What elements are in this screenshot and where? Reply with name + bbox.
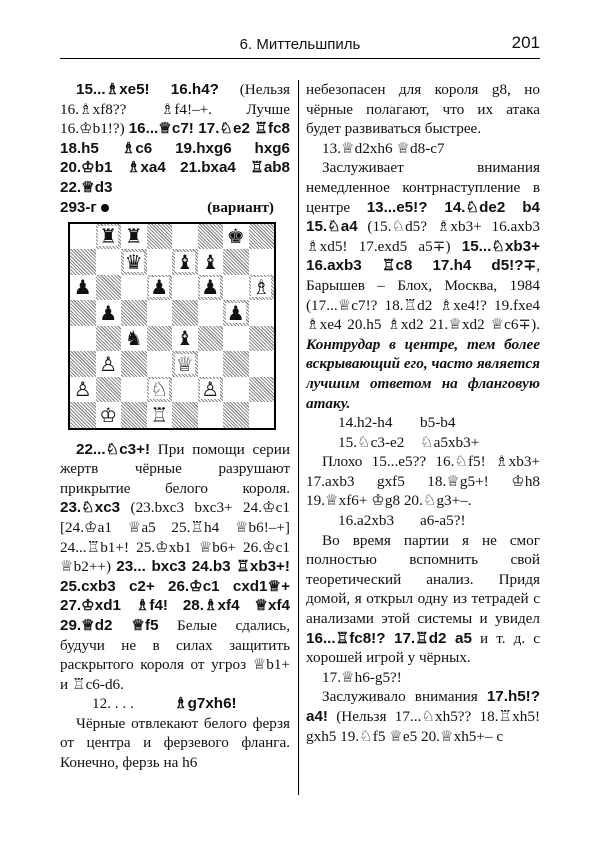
square-d8 — [147, 224, 173, 250]
square-f7 — [198, 249, 224, 275]
chess-piece: ♟ — [99, 300, 118, 325]
square-a2 — [70, 377, 96, 403]
square-f4 — [198, 326, 224, 352]
square-d3 — [147, 351, 173, 377]
square-e7 — [172, 249, 198, 275]
chess-piece: ♚ — [226, 224, 245, 249]
square-c1 — [121, 402, 147, 428]
square-g7 — [223, 249, 249, 275]
square-b8 — [96, 224, 122, 250]
chess-piece: ♘ — [150, 377, 169, 402]
square-c3 — [121, 351, 147, 377]
right-paragraph-5: Заслуживало внимания 17.h5!? a4! (Нельзя 17...♘xh5?? 18.♖xh5! gxh5 19.♘f5 ♕e5 20.♕xh5+– с — [306, 688, 541, 745]
square-h4 — [249, 326, 275, 352]
square-f5 — [198, 300, 224, 326]
diagram-label: 293-г (вариант) — [60, 198, 274, 216]
move-16: 16.a2xb3 a6-a5?! — [338, 512, 466, 530]
chess-piece: ♟ — [150, 275, 169, 300]
square-c6 — [121, 275, 147, 301]
square-a8 — [70, 224, 96, 250]
right-paragraph-2: Заслуживает внимания немедленное контрнаступление в центре 13...e5!? 14.♘de2 b4 15.♘a4 (15.♘d5? ♗xb3+ 16.axb3 ♗xd5! 17.exd5 a5∓) 15...♘xb3+ 16.axb3 ♖c8 17.h4 d5!?∓, Барышев – Блох, Москва, 1984 (17...♕c7!? 18.♖d2 ♗xe4!? 19.fxe4 ♗xe4 20.h5 ♗xd2 21.♕xd2 ♕c6∓). Контрудар в центре, тем более вскрывающий его, часто является лучшим ответом на фланговую атаку. — [306, 159, 540, 412]
square-d1 — [147, 402, 173, 428]
page-number: 201 — [511, 33, 540, 52]
square-f2 — [198, 377, 224, 403]
square-d6 — [147, 275, 173, 301]
square-c5 — [121, 300, 147, 326]
chapter-title: 6. Миттельшпиль — [239, 36, 361, 53]
square-a4 — [70, 326, 96, 352]
chess-piece: ♝ — [175, 326, 194, 351]
right-paragraph-3: Плохо 15...e5?? 16.♘f5! ♗xb3+ 17.axb3 gxf5 18.♕g5+! ♔h8 19.♕xf6+ ♔g8 20.♘g3+–. — [306, 453, 541, 510]
left-paragraph-2: 22...♘c3+! При помощи серии жертв чёрные разрушают прикрытие белого короля. 23.♘xc3 (23.bxc3 bxc3+ 24.♔c1 [24.♔a1 ♕a5 25.♖h4 ♕b6!–+] 24...♖b1+! 25.♔xb1 ♕b6+ 26.♔c1 ♕b2++) 23... bxc3 24.b3 ♖xb3+! 25.cxb3 c2+ 26.♔c1 cxd1♕+ 27.♔xd1 ♗f4! 28.♗xf4 ♕xf4 29.♕d2 ♕f5 Белые сдались, будучи не в силах защитить раскрытого короля от угроз ♕b1+ и ♖c6-d6. — [60, 440, 291, 693]
square-g4 — [223, 326, 249, 352]
square-e4 — [172, 326, 198, 352]
left-column — [60, 80, 290, 773]
square-f6 — [198, 275, 224, 301]
square-d5 — [147, 300, 173, 326]
left-paragraph-1: 15...♗xe5! 16.h4? (Нельзя 16.♗xf8?? ♗f4!–+. Лучше 16.♔b1!?) 16...♕c7! 17.♘e2 ♖fc8 18.h5 ♗c6 19.hxg6 hxg6 20.♔b1 ♗xa4 21.bxa4 ♖ab8 22.♕d3 — [60, 81, 291, 196]
chess-piece: ♙ — [73, 377, 92, 402]
chess-piece: ♞ — [124, 326, 143, 351]
square-h1 — [249, 402, 275, 428]
square-b4 — [96, 326, 122, 352]
right-paragraph-1: небезопасен для короля g8, но чёрные полагают, что их атака будет развиваться быстрее. — [306, 81, 540, 138]
square-d2 — [147, 377, 173, 403]
chess-piece: ♜ — [99, 224, 118, 249]
chess-piece: ♗ — [252, 275, 271, 300]
square-e1 — [172, 402, 198, 428]
square-d7 — [147, 249, 173, 275]
square-b7 — [96, 249, 122, 275]
square-h2 — [249, 377, 275, 403]
square-g2 — [223, 377, 249, 403]
chess-diagram — [68, 222, 276, 430]
square-b5 — [96, 300, 122, 326]
left-paragraph-3: Чёрные отвлекают белого ферзя от центра и ферзевого фланга. Конечно, ферзь на h6 — [60, 714, 290, 772]
square-a3 — [70, 351, 96, 377]
square-b1 — [96, 402, 122, 428]
square-h5 — [249, 300, 275, 326]
move-15: 15.♘c3-e2 ♘a5xb3+ — [338, 433, 480, 451]
square-a7 — [70, 249, 96, 275]
square-a5 — [70, 300, 96, 326]
square-e6 — [172, 275, 198, 301]
square-h6 — [249, 275, 275, 301]
square-f1 — [198, 402, 224, 428]
right-column — [306, 80, 540, 746]
square-c8 — [121, 224, 147, 250]
chess-piece: ♟ — [201, 275, 220, 300]
square-g8 — [223, 224, 249, 250]
square-a6 — [70, 275, 96, 301]
chess-piece: ♝ — [175, 249, 194, 274]
square-e5 — [172, 300, 198, 326]
square-c4 — [121, 326, 147, 352]
page-header — [60, 30, 540, 59]
move-14: 14.h2-h4 b5-b4 — [338, 414, 456, 432]
chess-piece: ♟ — [226, 300, 245, 325]
square-g5 — [223, 300, 249, 326]
square-e3 — [172, 351, 198, 377]
chess-piece: ♙ — [201, 377, 220, 402]
square-g6 — [223, 275, 249, 301]
column-divider — [298, 80, 299, 795]
square-h7 — [249, 249, 275, 275]
chess-piece: ♙ — [99, 351, 118, 376]
square-f8 — [198, 224, 224, 250]
square-h3 — [249, 351, 275, 377]
square-c2 — [121, 377, 147, 403]
chess-piece: ♟ — [73, 275, 92, 300]
square-a1 — [70, 402, 96, 428]
chess-piece: ♛ — [124, 249, 143, 274]
chess-piece: ♕ — [175, 351, 194, 376]
square-g1 — [223, 402, 249, 428]
move-13: 13.♕d2xh6 ♕d8-c7 — [322, 139, 445, 157]
square-e2 — [172, 377, 198, 403]
square-b6 — [96, 275, 122, 301]
square-b2 — [96, 377, 122, 403]
chess-piece: ♝ — [201, 249, 220, 274]
square-b3 — [96, 351, 122, 377]
chess-piece: ♖ — [150, 402, 169, 427]
square-d4 — [147, 326, 173, 352]
square-e8 — [172, 224, 198, 250]
square-f3 — [198, 351, 224, 377]
chess-piece: ♜ — [124, 224, 143, 249]
square-g3 — [223, 351, 249, 377]
right-paragraph-4: Во время партии я не смог полностью вспомнить свой теоретический анализ. Придя домой, я открыл одну из тетрадей с анализами этой системы и увидел 16...♖fc8!? 17.♖d2 a5 и т. д. с хорошей игрой у чёрных. — [306, 531, 541, 667]
chess-piece: ♔ — [99, 402, 118, 427]
move-12: 12. . . . ♗g7xh6! — [92, 695, 237, 713]
square-c7 — [121, 249, 147, 275]
move-17: 17.♕h6-g5?! — [322, 668, 402, 686]
square-h8 — [249, 224, 275, 250]
